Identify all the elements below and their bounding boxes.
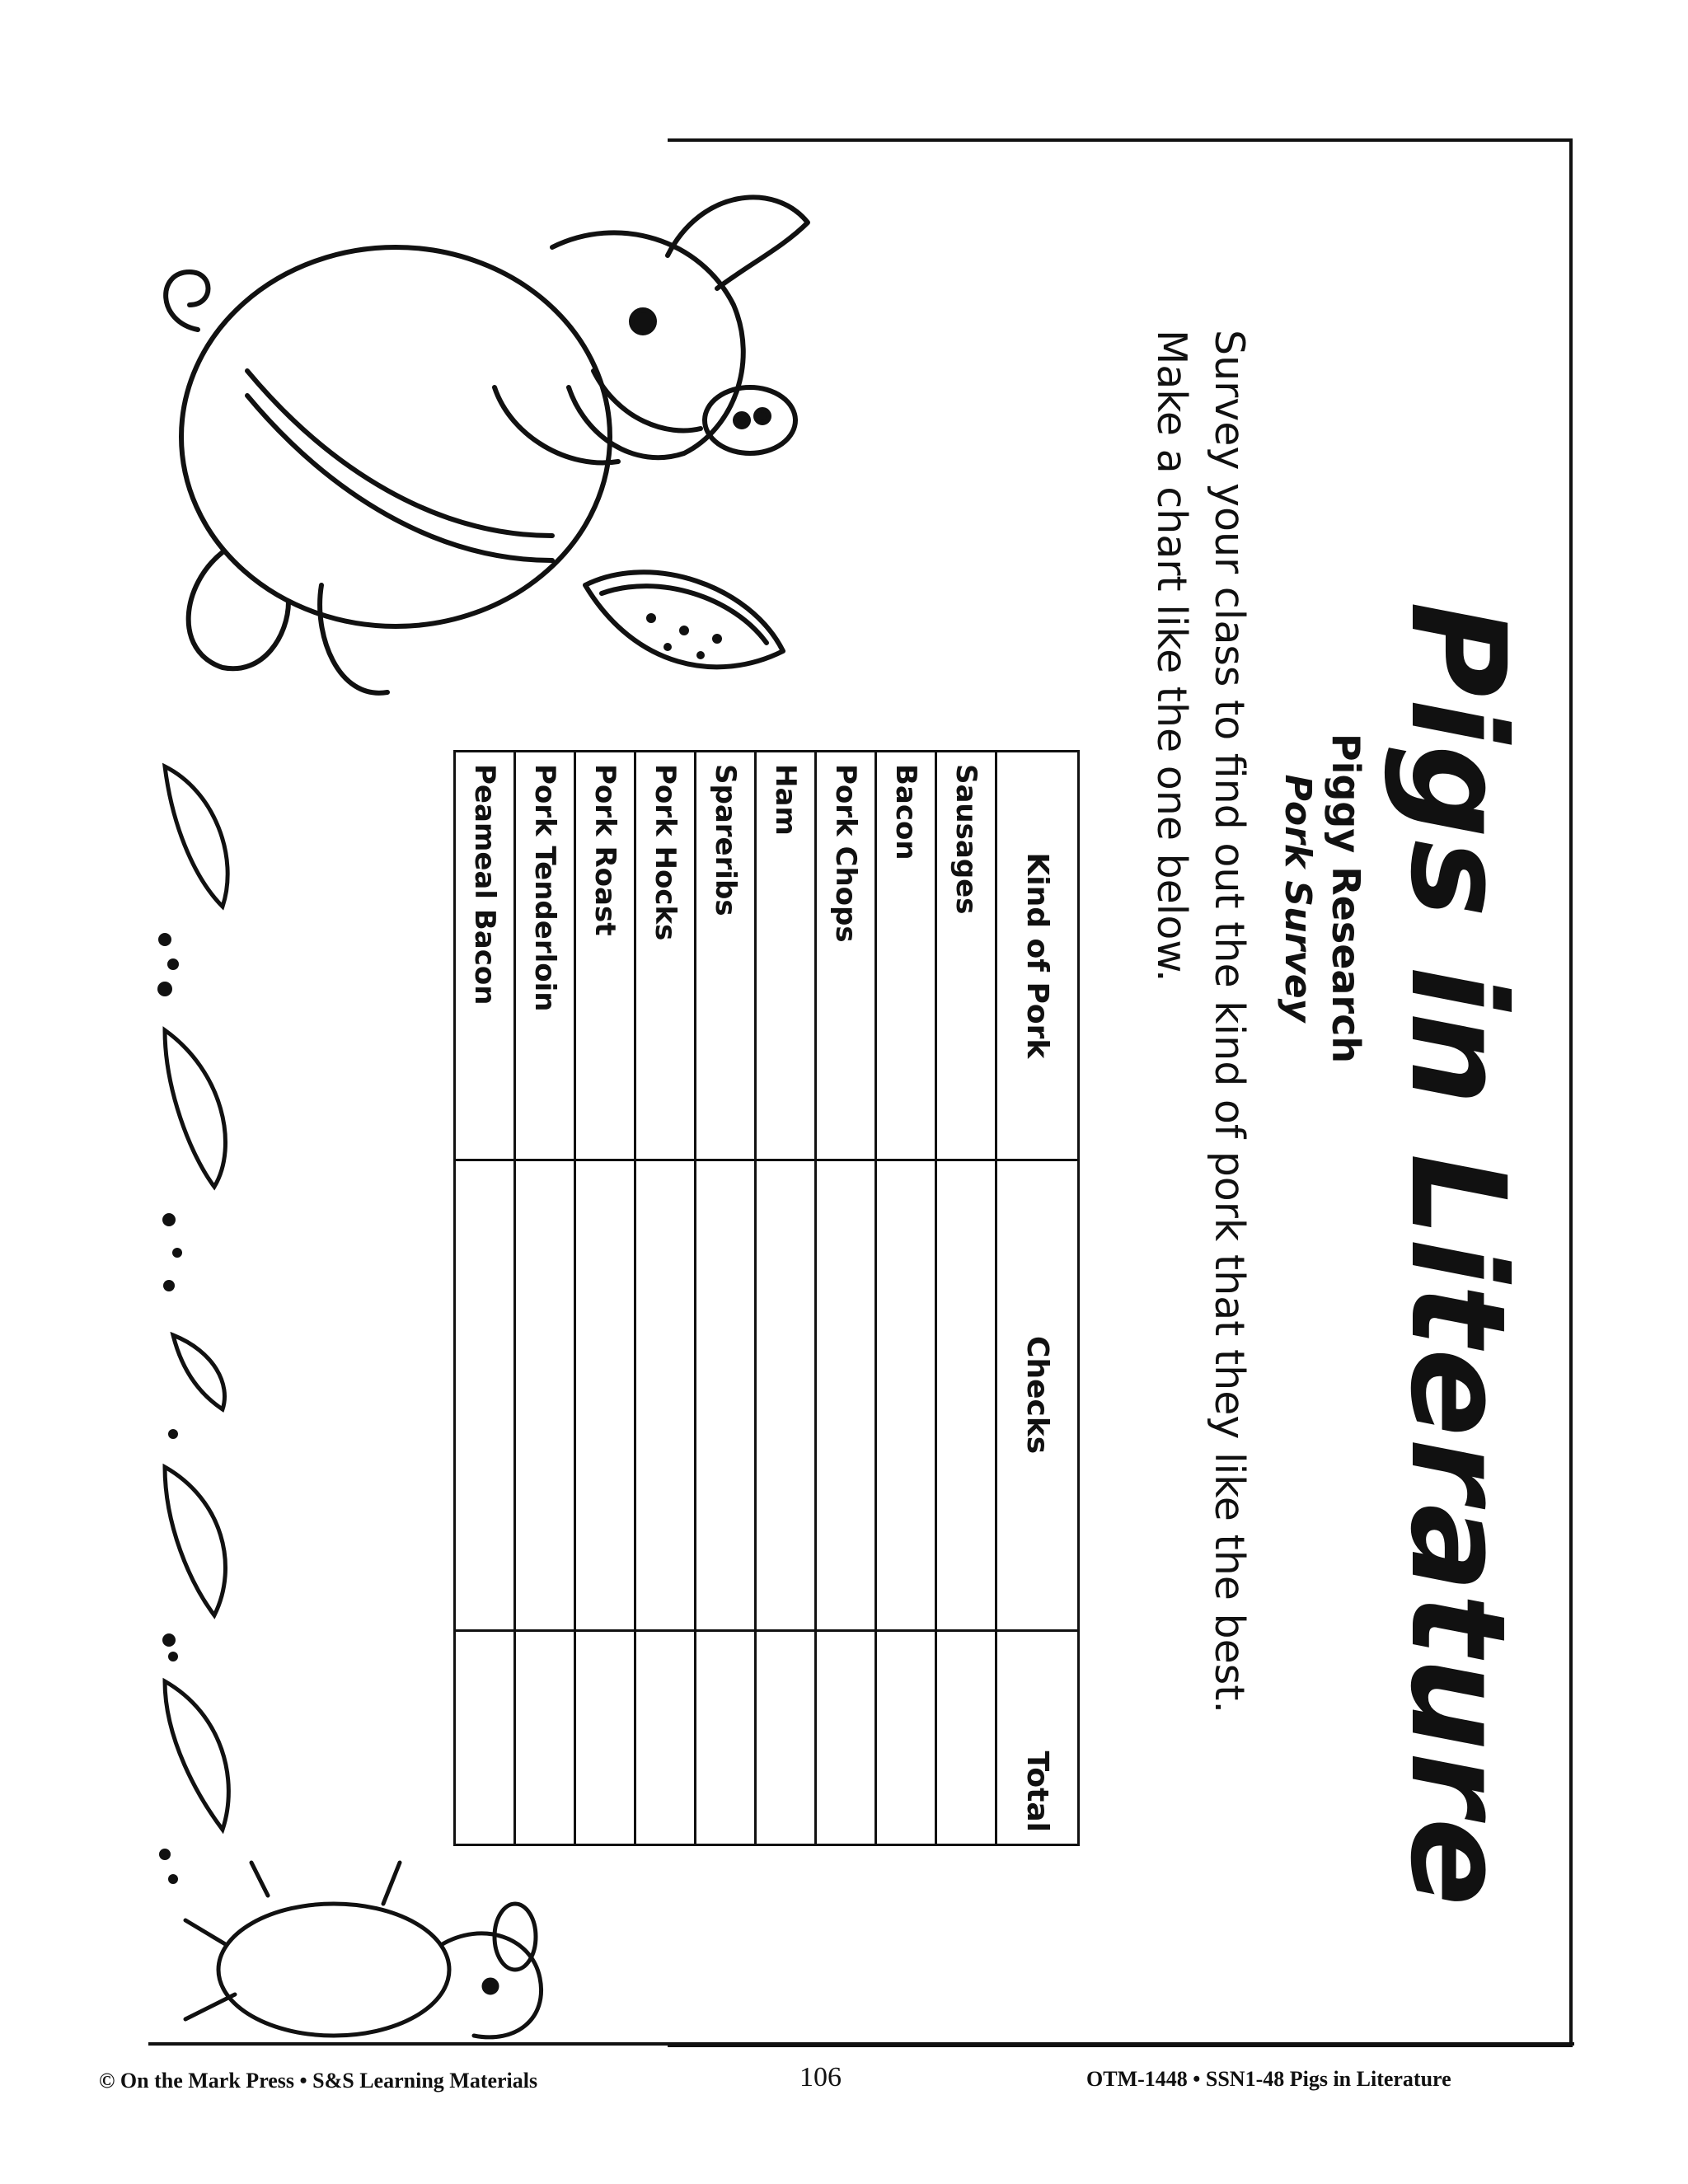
header-total: Total [996,1630,1079,1844]
watermelon-border-icon [148,758,272,1912]
table-row [696,752,756,1845]
table-row [575,752,635,1845]
total-cell[interactable] [575,1630,635,1844]
table-header-row [996,752,1079,1845]
row-label: Pork Chops [816,752,876,1160]
row-label: Sausages [936,752,996,1160]
total-cell[interactable] [876,1630,936,1844]
checks-cell[interactable] [515,1160,575,1630]
instruction-line-1: Survey your class to find out the kind of pork that they like the best. [1206,330,1253,1714]
checks-cell[interactable] [635,1160,696,1630]
header-kind-of-pork: Kind of Pork [996,752,1079,1160]
row-label: Spareribs [696,752,756,1160]
checks-cell[interactable] [876,1160,936,1630]
row-label: Pork Hocks [635,752,696,1160]
checks-cell[interactable] [756,1160,816,1630]
row-label: Peameal Bacon [455,752,515,1160]
total-cell[interactable] [455,1630,515,1844]
total-cell[interactable] [696,1630,756,1844]
total-cell[interactable] [816,1630,876,1844]
footer-product-code: OTM-1448 • SSN1-48 Pigs in Literature [1086,2067,1451,2091]
row-label: Pork Tenderloin [515,752,575,1160]
total-cell[interactable] [515,1630,575,1844]
row-label: Bacon [876,752,936,1160]
worksheet-section: Pork Survey [1277,774,1319,1023]
table-row [515,752,575,1845]
table-row [816,752,876,1845]
checks-cell[interactable] [936,1160,996,1630]
header-checks: Checks [996,1160,1079,1630]
instruction-line-2: Make a chart like the one below. [1148,330,1195,982]
checks-cell[interactable] [816,1160,876,1630]
table-row [635,752,696,1845]
row-label: Pork Roast [575,752,635,1160]
checks-cell[interactable] [455,1160,515,1630]
worksheet-content [297,124,1566,1908]
footer-publisher: © On the Mark Press • S&S Learning Materials [99,2069,538,2093]
table-row [936,752,996,1845]
total-cell[interactable] [635,1630,696,1844]
checks-cell[interactable] [696,1160,756,1630]
table-row [876,752,936,1845]
worksheet-title: Pigs in Literature [1381,602,1533,1908]
checks-cell[interactable] [575,1160,635,1630]
total-cell[interactable] [756,1630,816,1844]
total-cell[interactable] [936,1630,996,1844]
table-row [756,752,816,1845]
table-row [455,752,515,1845]
row-label: Ham [756,752,816,1160]
small-pig-icon [169,1846,556,2069]
footer-page-number: 106 [799,2062,842,2093]
pork-survey-table [453,750,1080,1846]
worksheet-subtitle: Piggy Research [1324,733,1368,1064]
